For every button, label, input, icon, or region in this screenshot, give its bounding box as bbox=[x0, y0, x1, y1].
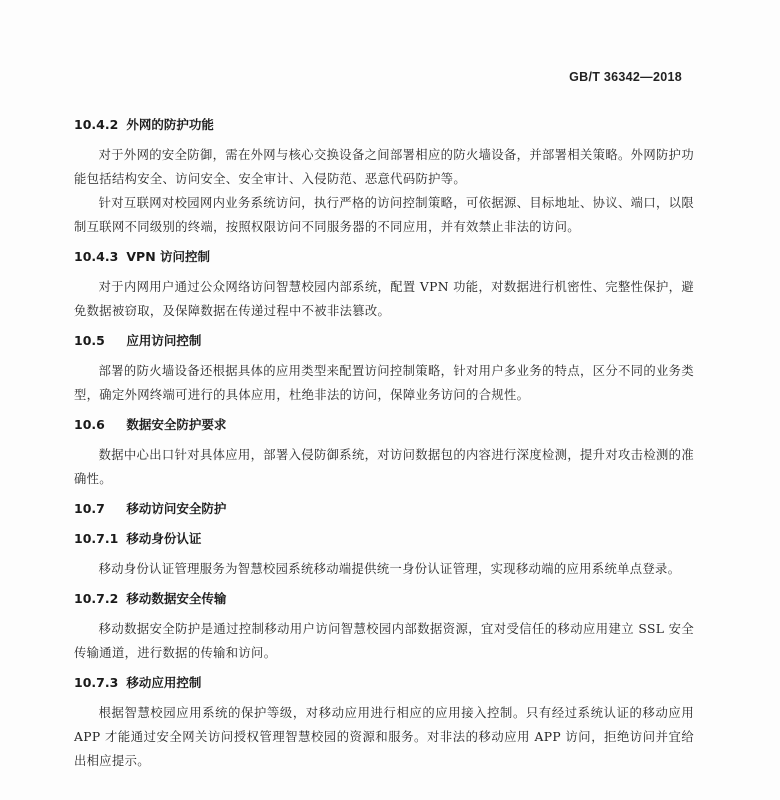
section-heading bbox=[74, 589, 694, 609]
section-number: 10.4.3 bbox=[74, 249, 119, 264]
section-heading bbox=[74, 415, 694, 435]
paragraph: 部署的防火墙设备还根据具体的应用类型来配置访问控制策略，针对用户多业务的特点，区分不同的业务类型，确定外网终端可进行的具体应用，杜绝非法的访问，保障业务访问的合规性。 bbox=[74, 364, 694, 402]
section-heading bbox=[74, 115, 694, 135]
section-heading bbox=[74, 673, 694, 693]
paragraph: 对于外网的安全防御，需在外网与核心交换设备之间部署相应的防火墙设备，并部署相关策略。外网防护功能包括结构安全、访问安全、安全审计、入侵防范、恶意代码防护等。 bbox=[74, 148, 694, 186]
section-number: 10.4.2 bbox=[74, 117, 119, 132]
section-number: 10.7 bbox=[74, 501, 105, 516]
paragraph: 数据中心出口针对具体应用，部署入侵防御系统，对访问数据包的内容进行深度检测，提升对攻击检测的准确性。 bbox=[74, 448, 694, 486]
section-title: 移动访问安全防护 bbox=[126, 501, 227, 516]
section-heading bbox=[74, 499, 694, 519]
paragraph: 对于内网用户通过公众网络访问智慧校园内部系统，配置 VPN 功能，对数据进行机密性、完整性保护，避免数据被窃取，及保障数据在传递过程中不被非法篡改。 bbox=[74, 280, 694, 318]
document-body bbox=[74, 115, 694, 773]
section-heading bbox=[74, 331, 694, 351]
section-title: 应用访问控制 bbox=[126, 333, 202, 348]
section-title: 移动身份认证 bbox=[126, 531, 202, 546]
section-number: 10.7.1 bbox=[74, 531, 119, 546]
paragraph: 针对互联网对校园网内业务系统访问，执行严格的访问控制策略，可依据源、目标地址、协议、端口，以限制互联网不同级别的终端，按照权限访问不同服务器的不同应用，并有效禁止非法的访问。 bbox=[74, 196, 694, 234]
section-number: 10.7.3 bbox=[74, 675, 119, 690]
standard-code: GB/T 36342—2018 bbox=[569, 70, 682, 84]
section-number: 10.6 bbox=[74, 417, 105, 432]
section-title: 移动数据安全传输 bbox=[126, 591, 227, 606]
section-title: 数据安全防护要求 bbox=[126, 417, 227, 432]
section-heading bbox=[74, 247, 694, 267]
section-heading bbox=[74, 529, 694, 549]
paragraph: 移动数据安全防护是通过控制移动用户访问智慧校园内部数据资源，宜对受信任的移动应用建立 SSL 安全传输通道，进行数据的传输和访问。 bbox=[74, 622, 694, 660]
section-title: VPN 访问控制 bbox=[126, 249, 211, 264]
section-number: 10.5 bbox=[74, 333, 105, 348]
section-title: 外网的防护功能 bbox=[126, 117, 214, 132]
section-title: 移动应用控制 bbox=[126, 675, 202, 690]
section-number: 10.7.2 bbox=[74, 591, 119, 606]
paragraph: 移动身份认证管理服务为智慧校园系统移动端提供统一身份认证管理，实现移动端的应用系统单点登录。 bbox=[98, 562, 681, 576]
paragraph: 根据智慧校园应用系统的保护等级，对移动应用进行相应的应用接入控制。只有经过系统认证的移动应用 APP 才能通过安全网关访问授权管理智慧校园的资源和服务。对非法的移动应用 APP 访问，拒绝访问并宜给出相应提示。 bbox=[74, 706, 694, 768]
